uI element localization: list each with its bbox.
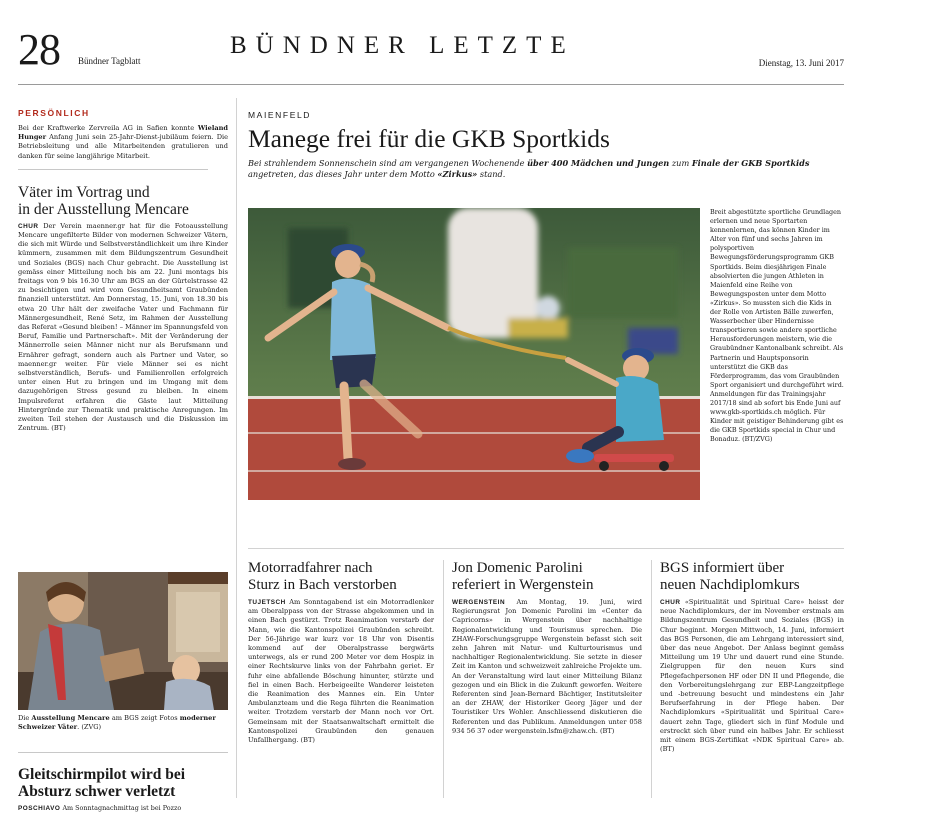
masthead-rule [18, 84, 844, 85]
paraglider-headline: Gleitschirmpilot wird bei Absturz schwer verletzt [18, 766, 186, 800]
caption-rule [18, 752, 228, 753]
main-lead: Bei strahlendem Sonnenschein sind am vergangenen Wochenende über 400 Mädchen und Jungen zum Finale der GKB Sportkids angetreten, das dieses Jahr unter dem Motto «Zirkus» stand. [248, 158, 810, 179]
mencare-photo [18, 572, 228, 710]
bottom-divider-1 [443, 560, 444, 798]
sportkids-side-text [710, 208, 844, 444]
section-title: BÜNDNER LETZTE [230, 32, 575, 59]
issue-date: Dienstag, 13. Juni 2017 [758, 58, 844, 68]
left-column [18, 108, 228, 433]
father-article-dateline: CHUR [18, 222, 39, 230]
paper-name: Bündner Tagblatt [78, 56, 141, 66]
bottom-divider-2 [651, 560, 652, 798]
paraglider-body: POSCHIAVO Am Sonntagnachmittag ist bei Pozzo [18, 804, 182, 812]
main-article-rule [248, 548, 844, 549]
sportkids-photo [248, 208, 700, 500]
bgs-article [660, 560, 844, 754]
bgs-headline: BGS informiert über neuen Nachdiplomkurs [660, 560, 800, 593]
mencare-photo-image [18, 572, 228, 710]
main-kicker: MAIENFELD [248, 110, 312, 120]
column-divider [236, 98, 237, 798]
parolini-headline: Jon Domenic Parolini referiert in Wergenstein [452, 560, 594, 593]
sportkids-photo-image [248, 208, 700, 500]
personal-text: Bei der Kraftwerke Zervreila AG in Safien konnte Wieland Hunger Anfang Juni sein 25-Jahr-Dienst-jubiläum feiern. Die Betriebsleitung und alle Mitarbeitenden gratulieren und danken für seine langjährige Mitarbeit. [18, 124, 228, 160]
main-article [248, 110, 844, 180]
mencare-caption: Die Ausstellung Mencare am BGS zeigt Fotos moderner Schweizer Väter. (ZVG) [18, 714, 216, 731]
father-article-body: CHUR Der Verein maenner.gr hat für die Fotoausstellung Mencare ungefilterte Bilder von modernen Schweizer Vätern, die sich mit Würde und Selbstverständlichkeit um ihre Kinder kümmern, zusammen mit dem Bildungszentrum Gesundheit und Soziales (BGS) nach Chur gebracht. Die Ausstellung ist gemäss einer Mitteilung noch bis am 22. Juni montags bis freitags von 9 bis 16.30 Uhr am BGS an der Gürtelstrasse 42 zu besichtigen und wird vom Gesundheitsamt Graubünden finanziell unterstützt. Am Donnerstag, 15. Juni, von 18.30 bis etwa 20 Uhr hält der zweifache Vater und Fachmann für Männergesundheit, René Setz, im Rahmen der Ausstellung das Referat «Gesund bleiben! – Männer im Spannungsfeld von Beruf, Familie und Partnerschaft». Mit der Veränderung der Männerrolle seien Männer nicht nur als Berufsmann und Ernährer gefragt, sondern auch als Partner und Vater, so maenner.gr weiter. Für viele Männer sei es nicht selbstverständlich, Berufs- und Familienrollen erfolgreich unter einen Hut zu bringen und im Umgang mit dem dazugehörigen Stress gesund zu bleiben. In einem Impulsreferat erfahren die Gäste laut Mitteilung Hintergründe zur Thematik und praktische Anregungen. Im zweiten Teil stehen der Austausch und die Diskussion im Zentrum. (BT) [18, 221, 228, 433]
masthead [18, 25, 844, 78]
parolini-body: WERGENSTEIN Am Montag, 19. Juni, wird Regierungsrat Jon Domenic Parolini im «Center da Capricorns» in Wergenstein über nachhaltige Regionalentwicklung und Tourismus sprechen. Die ZHAW-Forschungsgruppe Wergenstein befasst sich seit zehn Jahren mit Natur- und Kulturtourismus und nachhaltiger Regionalentwicklung. Sie setzte in dieser Zeit im Kanton und schweizweit zahlreiche Projekte um. An der Veranstaltung wird laut einer Mitteilung Bilanz gezogen und ein Blick in die Zukunft geworfen. Weitere Referenten sind Jean-Bernard Bächtiger, Institutsleiter an der ZHAW, der Historiker Georg Jäger und der Touristiker Urs Wohler. Anschliessend diskutieren die Referenten und das Publikum. Anmeldungen unter 058 934 56 37 oder wergenstein.lsfm@zhaw.ch. (BT) [452, 598, 642, 735]
motorcyclist-body: TUJETSCH Am Sonntagabend ist ein Motorradlenker am Oberalppass von der Strasse abgekommen und in einen Bach gestürzt. Trotz Reanimation verstarb der Mann, wie die Kantonspolizei Graubünden schreibt. Der 56-Jährige war kurz vor 18 Uhr von Disentis kommend auf der Oberalpstrasse bergwärts unterwegs, als er rund 200 Meter vor dem Hospiz in einer Rechtskurve links von der Fahrbahn geriet. Er fuhr eine abfallende Böschung hinunter, stürzte und fiel in einen Bach. Herbeigeeilte Wanderer leisteten die Reanimation des Mannes ein. Ein Unter Ambulanzteam und die Rega führten die Reanimation weiter. Trotzdem verstarb der Mann noch vor Ort. Gemeinsam mit der Staatsanwaltschaft ermittelt die Kantonspolizei Graubünden den genauen Unfallhergang. (BT) [248, 598, 434, 745]
personal-rule [18, 169, 208, 170]
personal-kicker: PERSÖNLICH [18, 108, 90, 118]
father-article-headline: Väter im Vortrag und in der Ausstellung Mencare [18, 183, 189, 218]
personal-name: Wieland Hunger [18, 124, 228, 142]
motorcyclist-article [248, 560, 434, 745]
motorcyclist-headline: Motorradfahrer nach Sturz in Bach verstorben [248, 560, 397, 593]
main-headline: Manege frei für die GKB Sportkids [248, 124, 610, 153]
parolini-article [452, 560, 642, 736]
sportkids-body: Breit abgestützte sportliche Grundlagen erlernen und neue Sportarten kennenlernen, das können Kinder im Alter von fünf und sechs Jahren im polysportiven Bewegungsförderungsprogramm GKB Sportkids. Beim diesjährigen Finale absolvierten die jungen Athleten in Maienfeld eine Reihe von Bewegungsposten unter dem Motto «Zirkus». So mussten sich die Kids in der Rolle von Artisten Bälle zuwerfen, Wasserbecher über Hindernisse transportieren sowie andere sportliche Herausforderungen meistern, wie die Graubündner Kantonalbank schreibt. Als Partnerin und Hauptsponsorin unterstützt die GKB das Förderprogramm, das vom Graubünden Sport organisiert und durchgeführt wird. Anmeldungen für das Trainingsjahr 2017/18 sind ab sofort bis Ende Juni auf www.gkb-sportkids.ch möglich. Für Kinder mit geistiger Behinderung gibt es die GKB Sportkids special in Chur und Bonaduz. (BT/ZVG) [710, 208, 844, 444]
page-number: 28 [18, 25, 60, 74]
bgs-body: CHUR «Spiritualität und Spiritual Care» heisst der neue Nachdiplomkurs, der im November erstmals am Bildungszentrum Gesundheit und Soziales (BGS) in Chur beginnt. Morgen Mittwoch, 14. Juni, informiert das BGS Personen, die am Lehrgang interessiert sind, über das neue Angebot. Der Anlass beginnt gemäss Mitteilung um 19 Uhr und dauert rund eine Stunde. Zielgruppen für den neuen Kurs sind Pflegefachpersonen HF oder DN II und Pflegende, die den Vorbereitungslehrgang zur EBP-Langzeitpflege und -betreuung besucht und mindestens ein Jahr Berufserfahrung in der Pflege haben. Der Nachdiplomkurs «Spiritualität und Spiritual Care» dauert zehn Tage, gliedert sich in fünf Module und erstreckt sich über rund ein halbes Jahr. Er schliesst mit einem BGS-Zertifikat «NDK Spiritual Care» ab. (BT) [660, 598, 844, 754]
